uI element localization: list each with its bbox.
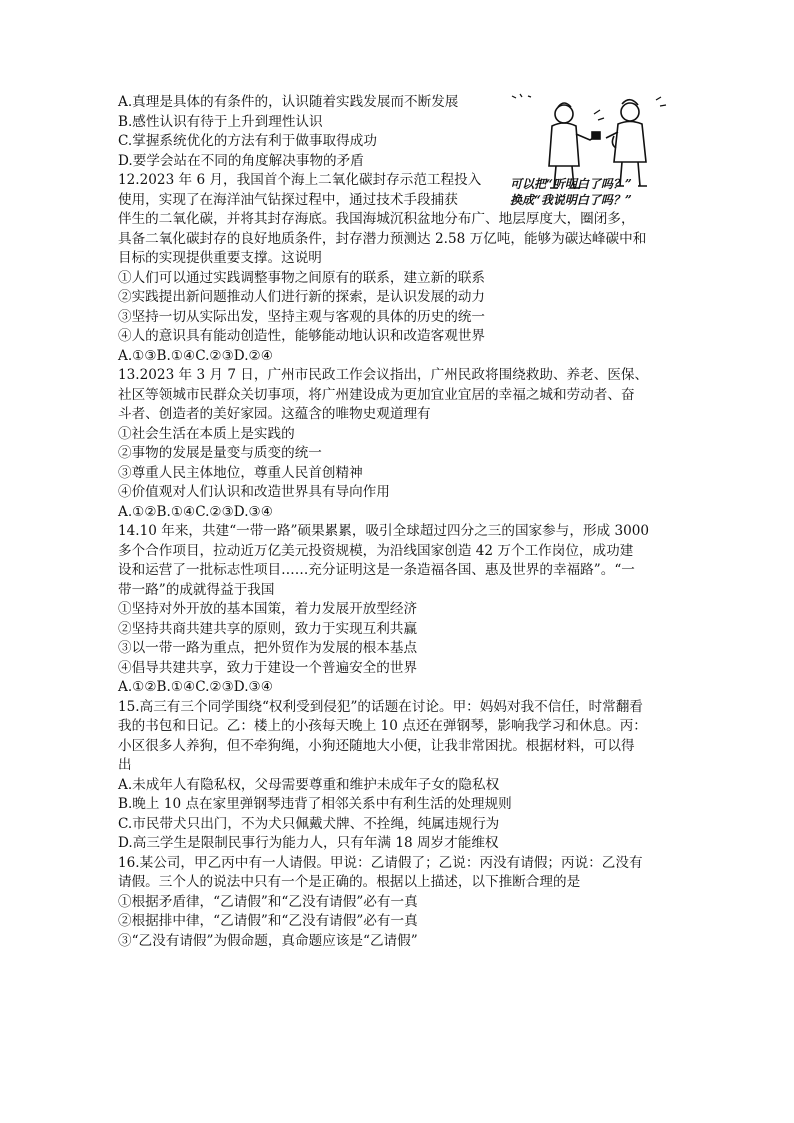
- question-text-line: 使用，实现了在海洋油气钻探过程中，通过技术手段捕获: [118, 191, 458, 208]
- question-text-line: 目标的实现提供重要支撑。这说明: [118, 250, 322, 266]
- question-text-line: 我的书包和日记。乙：楼上的小孩每天晚上 10 点还在弹钢琴，影响我学习和休息。丙：: [118, 718, 647, 734]
- question-11-options: [118, 93, 688, 171]
- answer-options: A.①②B.①④C.②③D.③④: [118, 679, 273, 695]
- statement-4: ④人的意识具有能动创造性，能够能动地认识和改造客观世界: [118, 328, 486, 344]
- statement-2: ②事物的发展是量变与质变的统一: [118, 445, 322, 461]
- exam-page: [118, 93, 688, 951]
- statement-3: ③尊重人民主体地位，尊重人民首创精神: [118, 464, 363, 481]
- statement-3: ③以一带一路为重点，把外贸作为发展的根本基点: [118, 640, 418, 656]
- statement-4: ④价值观对人们认识和改造世界具有导向作用: [118, 484, 390, 500]
- statement-2: ②坚持共商共建共享的原则，致力于实现互利共赢: [118, 620, 418, 637]
- answer-options: A.①③B.①④C.②③D.②④: [118, 347, 273, 364]
- question-text-line: 设和运营了一批标志性项目……充分证明这是一条造福各国、惠及世界的幸福路”。“一: [118, 562, 635, 578]
- statement-3: ③坚持一切从实际出发，坚持主观与客观的具体的历史的统一: [118, 308, 486, 325]
- statement-1: ①坚持对外开放的基本国策，着力发展开放型经济: [118, 601, 418, 617]
- question-text-line: 14.10 年来，共建“一带一路”硕果累累，吸引全球超过四分之三的国家参与，形成 3000: [118, 523, 650, 539]
- option-c: C.市民带犬只出门，不为犬只佩戴犬牌、不拴绳，纯属违规行为: [118, 815, 500, 832]
- option-b: B.感性认识有待于上升到理性认识: [118, 113, 323, 130]
- question-text-line: 带一路”的成就得益于我国: [118, 581, 275, 598]
- question-text-line: 16.某公司，甲乙丙中有一人请假。甲说：乙请假了；乙说：丙没有请假；丙说：乙没有: [118, 854, 643, 871]
- statement-2: ②根据排中律，“乙请假”和“乙没有请假”必有一真: [118, 913, 418, 929]
- question-text-line: 出: [118, 757, 132, 773]
- statement-1: ①人们可以通过实践调整事物之间原有的联系，建立新的联系: [118, 269, 486, 286]
- question-text-line: 15.高三有三个同学围绕“权利受到侵犯”的话题在讨论。甲：妈妈对我不信任，时常翻看: [118, 698, 643, 715]
- question-text-line: 多个合作项目，拉动近万亿美元投资规模，为沿线国家创造 42 万个工作岗位，成功建: [118, 542, 634, 559]
- statement-4: ④倡导共建共享，致力于建设一个普遍安全的世界: [118, 659, 418, 676]
- option-d: D.高三学生是限制民事行为能力人，只有年满 18 周岁才能维权: [118, 835, 499, 851]
- question-15: [118, 698, 688, 854]
- question-text-line: 具备二氧化碳封存的良好地质条件，封存潜力预测达 2.58 万亿吨，能够为碳达峰碳中和: [118, 230, 647, 247]
- question-text-line: 斗者、创造者的美好家园。这蕴含的唯物史观道理有: [118, 406, 431, 422]
- cartoon-caption-line: 可以把“听明白了吗？”: [510, 177, 632, 191]
- statement-3: ③“乙没有请假”为假命题，真命题应该是“乙请假”: [118, 932, 418, 949]
- question-text-line: 小区很多人养狗，但不牵狗绳，小狗还随地大小便，让我非常困扰。根据材料，可以得: [118, 737, 635, 754]
- option-a: A.真理是具体的有条件的，认识随着实践发展而不断发展: [118, 94, 459, 110]
- question-text-line: 12.2023 年 6 月，我国首个海上二氧化碳封存示范工程投入: [118, 172, 482, 188]
- answer-options: A.①②B.①④C.②③D.③④: [118, 503, 273, 520]
- question-12: [118, 171, 688, 366]
- question-text-line: 13.2023 年 3 月 7 日，广州市民政工作会议指出，广州民政将围绕救助、养老、医保、: [118, 367, 649, 383]
- statement-1: ①社会生活在本质上是实践的: [118, 425, 295, 442]
- statement-1: ①根据矛盾律，“乙请假”和“乙没有请假”必有一真: [118, 893, 418, 910]
- question-14: [118, 522, 688, 698]
- option-d: D.要学会站在不同的角度解决事物的矛盾: [118, 152, 364, 169]
- question-text-line: 伴生的二氧化碳，并将其封存海底。我国海城沉积盆地分布广、地层厚度大，圈闭多，: [118, 211, 635, 227]
- question-text-line: 请假。三个人的说法中只有一个是正确的。根据以上描述，以下推断合理的是: [118, 874, 581, 890]
- option-b: B.晚上 10 点在家里弹钢琴违背了相邻关系中有利生活的处理规则: [118, 796, 512, 812]
- question-16: [118, 854, 688, 952]
- question-text-line: 社区等领城市民群众关切事项，将广州建设成为更加宜业宜居的幸福之城和劳动者、奋: [118, 386, 635, 403]
- option-a: A.未成年人有隐私权，父母需要尊重和维护未成年子女的隐私权: [118, 776, 500, 793]
- question-13: [118, 366, 688, 522]
- option-c: C.掌握系统优化的方法有利于做事取得成功: [118, 133, 377, 149]
- cartoon-caption-line: 换成“我说明白了吗？”: [510, 193, 632, 207]
- statement-2: ②实践提出新问题推动人们进行新的探索，是认识发展的动力: [118, 289, 486, 305]
